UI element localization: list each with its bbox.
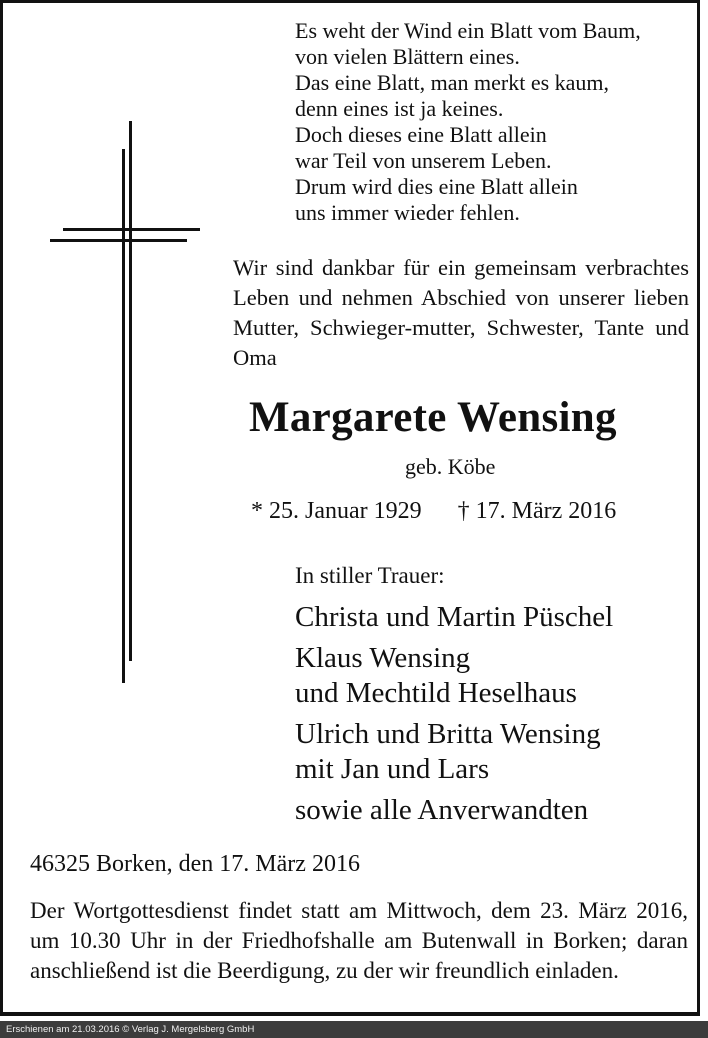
- mourner-line: Klaus Wensing: [295, 642, 471, 674]
- mourner-line: sowie alle Anverwandten: [295, 794, 589, 826]
- poem-line: Es weht der Wind ein Blatt vom Baum,: [295, 18, 641, 43]
- mourner-line: Christa und Martin Püschel: [295, 601, 614, 633]
- service-text: Der Wortgottesdienst findet statt am Mittwoch, dem 23. März 2016, um 10.30 Uhr in der Friedhofshalle am Butenwall in Borken; daran anschließend ist die Beerdigung, zu der wir freundlich einladen.: [30, 898, 688, 983]
- poem-line: war Teil von unserem Leben.: [295, 148, 552, 173]
- mourners-list: [295, 600, 613, 834]
- mourner-group: [295, 600, 613, 635]
- mourner-line: Ulrich und Britta Wensing: [295, 718, 601, 750]
- thanks-text: Wir sind dankbar für ein gemeinsam verbrachtes Leben und nehmen Abschied von unserer lieben Mutter, Schwieger-mutter, Schwester, Tante und Oma: [233, 255, 689, 370]
- mourner-group: [295, 793, 613, 828]
- mourner-line: mit Jan und Lars: [295, 753, 490, 785]
- publication-footer: Erschienen am 21.03.2016 © Verlag J. Mergelsberg GmbH: [0, 1021, 708, 1038]
- deceased-name: Margarete Wensing: [249, 394, 617, 441]
- life-dates: [251, 498, 616, 525]
- poem-line: Drum wird dies eine Blatt allein: [295, 174, 578, 199]
- mourning-label: In stiller Trauer:: [295, 563, 445, 588]
- mourner-line: und Mechtild Heselhaus: [295, 677, 577, 709]
- poem-line: Doch dieses eine Blatt allein: [295, 122, 547, 147]
- birth-date: * 25. Januar 1929: [251, 498, 422, 524]
- death-date: † 17. März 2016: [457, 498, 617, 524]
- poem-line: uns immer wieder fehlen.: [295, 200, 520, 225]
- mourner-group: [295, 717, 613, 787]
- maiden-name: geb. Köbe: [405, 454, 496, 479]
- poem-line: denn eines ist ja keines.: [295, 96, 504, 121]
- cross-icon: [3, 3, 213, 703]
- poem: [295, 18, 641, 226]
- poem-line: von vielen Blättern eines.: [295, 44, 520, 69]
- mourner-group: [295, 641, 613, 711]
- poem-line: Das eine Blatt, man merkt es kaum,: [295, 70, 610, 95]
- place-date: 46325 Borken, den 17. März 2016: [30, 851, 360, 877]
